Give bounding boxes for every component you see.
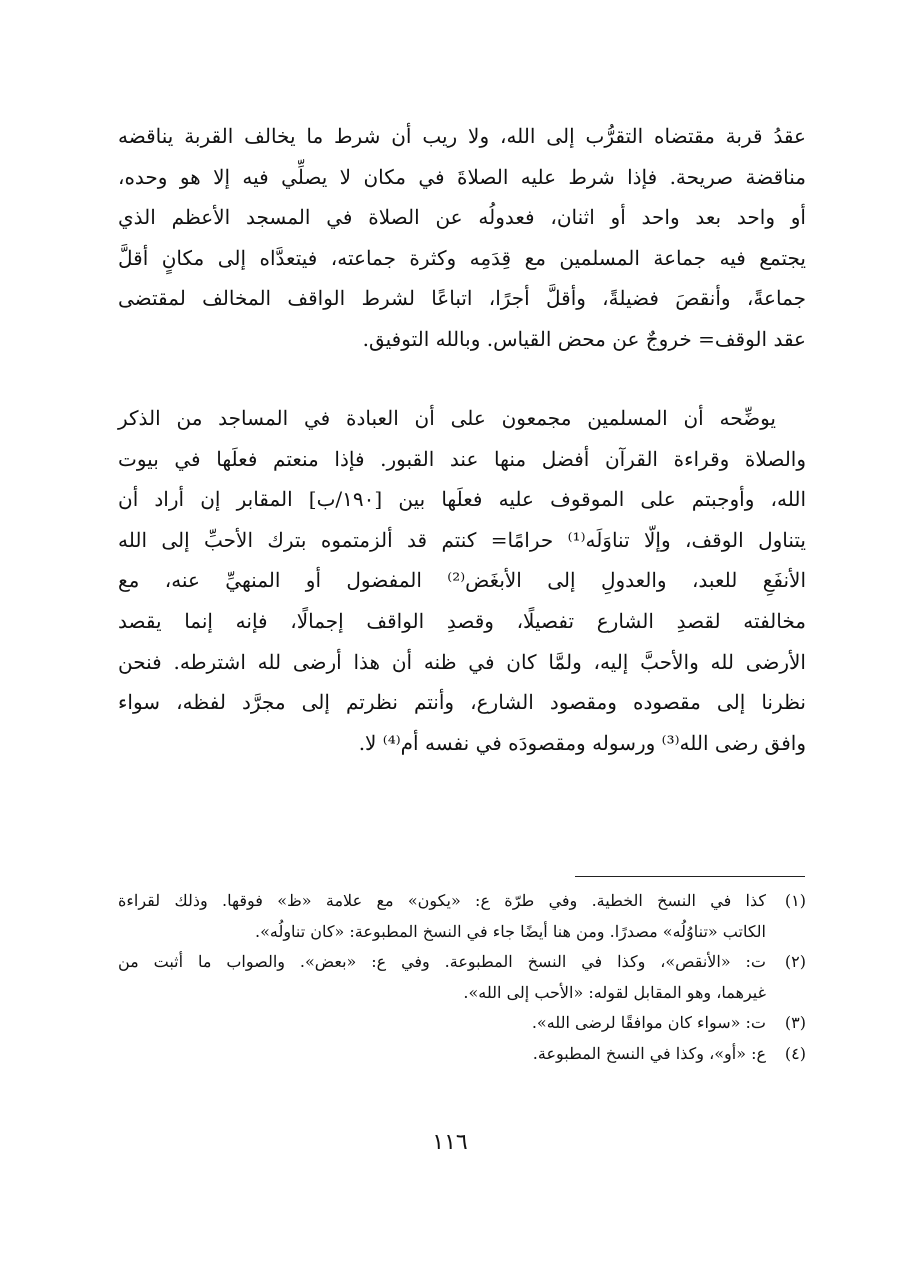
footnote-number: (٣) xyxy=(784,1013,806,1032)
page-number: ١١٦ xyxy=(432,1130,468,1155)
footnote-line: ت: «الأنقص»، وكذا في النسخ المطبوعة. وفي ع: «بعض». والصواب ما أثبت من xyxy=(118,952,766,971)
footnote xyxy=(118,1039,806,1070)
text-line: يجتمع فيه جماعة المسلمين مع قِدَمِه وكثرة جماعته، فيتعدَّاه إلى مكانٍ أقلَّ xyxy=(118,245,806,270)
text-line: الأرضى لله والأحبَّ إليه، ولمَّا كان في ظنه أن هذا أرضى لله اشترطه. فنحن xyxy=(118,649,806,674)
text-line: الأنفَعِ للعبد، والعدولِ إلى الأبغَض⁽²⁾ المفضول أو المنهيِّ عنه، مع xyxy=(118,568,806,593)
footnote-line: ت: «سواء كان موافقًا لرضى الله». xyxy=(531,1013,766,1032)
text-line: مخالفته لقصدِ الشارع تفصيلًا، وقصدِ الواقف إجمالًا، فإنه إنما يقصد xyxy=(118,608,806,633)
footnote-line: كذا في النسخ الخطية. وفي طرّة ع: «يكون» مع علامة «ظ» فوقها. وذلك لقراءة xyxy=(118,891,766,910)
footnote-divider xyxy=(575,876,805,877)
text-line: وافق رضى الله⁽³⁾ ورسوله ومقصودَه في نفسه أم⁽⁴⁾ لا. xyxy=(358,730,806,755)
text-line: يوضِّحه أن المسلمين مجمعون على أن العبادة في المساجد من الذكر xyxy=(118,406,776,430)
footnote-line: غيرهما، وهو المقابل لقوله: «الأحب إلى الله». xyxy=(463,982,766,1002)
text-line: جماعةً، وأنقصَ فضيلةً، وأقلَّ أجرًا، اتباعًا لشرط الواقف المخالف لمقتضى xyxy=(118,286,806,311)
footnote-number: (٢) xyxy=(784,952,806,971)
text-line: عقد الوقف= خروجٌ عن محض القياس. وبالله التوفيق. xyxy=(362,326,806,351)
paragraph xyxy=(118,116,806,360)
text-line: والصلاة وقراءة القرآن أفضل منها عند القبور. فإذا منعتم فعلَها في بيوت xyxy=(118,446,806,471)
footnotes xyxy=(118,886,806,1069)
text-line: عقدُ قربة مقتضاه التقرُّب إلى الله، ولا ريب أن شرط ما يخالف القربة يناقضه xyxy=(118,124,806,148)
footnote xyxy=(118,947,806,1008)
footnote-line: الكاتب «تناوُلُه» مصدرًا. ومن هنا أيضًا جاء في النسخ المطبوعة: «كان تناولُه». xyxy=(255,921,766,941)
footnote-number: (١) xyxy=(784,891,806,910)
text-line: يتناول الوقف، وإلّا تناوَلَه⁽¹⁾ حرامًا= كنتم قد ألزمتموه بترك الأحبِّ إلى الله xyxy=(118,527,806,552)
footnote-line: ع: «أو»، وكذا في النسخ المطبوعة. xyxy=(532,1043,766,1063)
footnote xyxy=(118,1008,806,1039)
paragraph xyxy=(118,398,806,763)
footnote xyxy=(118,886,806,947)
footnote-number: (٤) xyxy=(784,1043,806,1063)
text-line: نظرنا إلى مقصوده ومقصود الشارع، وأنتم نظرتم إلى مجرَّد لفظه، سواء xyxy=(118,690,806,715)
text-line: الله، وأوجبتم على الموقوف عليه فعلَها بين [١٩٠/ب] المقابر إن أراد أن xyxy=(118,487,807,512)
text-line: مناقضة صريحة. فإذا شرط عليه الصلاةَ في مكان لا يصلِّي فيه إلا هو وحده، xyxy=(118,164,806,189)
text-line: أو واحد بعد واحد أو اثنان، فعدولُه عن الصلاة في المسجد الأعظم الذي xyxy=(118,205,806,230)
